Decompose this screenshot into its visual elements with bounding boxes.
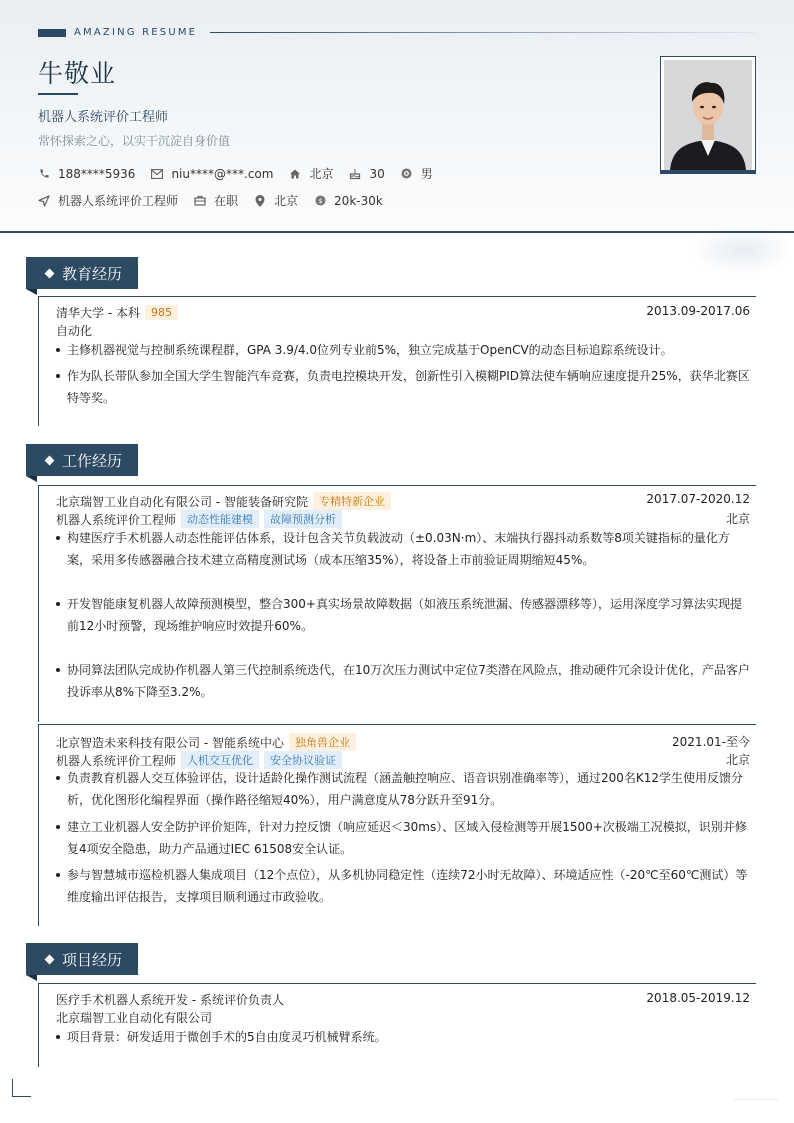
location-icon <box>254 195 266 207</box>
bullet-text: 协同算法团队完成协作机器人第三代控制系统迭代，在10万次压力测试中定位7类潜在风险点，推动硬件冗余设计优化，产品客户投诉率从8%下降至3.2%。 <box>67 663 750 699</box>
section-header-work <box>26 444 138 476</box>
list-item <box>56 593 750 637</box>
work-location: 北京 <box>725 753 750 767</box>
money-icon <box>314 195 326 207</box>
company-tag: 独角兽企业 <box>289 733 356 751</box>
list-item <box>56 339 750 361</box>
school-name: 清华大学 - 本科 <box>56 306 140 320</box>
list-item <box>56 816 750 860</box>
target-city-info <box>254 192 298 209</box>
skill-tag: 动态性能建模 <box>181 510 259 528</box>
target-role-text: 机器人系统评价工程师 <box>58 194 179 208</box>
page-corner-rule <box>734 1099 778 1100</box>
role-name: 机器人系统评价工程师 <box>56 754 177 768</box>
work-location: 北京 <box>725 512 750 526</box>
list-item <box>56 767 750 811</box>
phone-icon <box>38 168 50 180</box>
skill-tag: 安全协议验证 <box>264 751 342 769</box>
send-icon <box>38 195 50 207</box>
email-text: niu****@***.com <box>171 166 274 181</box>
bullet-text: 负责教育机器人交互体验评估，设计适龄化操作测试流程（涵盖触控响应、语音识别准确率等），通过200名K12学生使用反馈分析，优化图形化编程界面（操作路径缩短40%），用户满意度从78分跃升至91分。 <box>67 771 744 807</box>
bullet-text: 构建医疗手术机器人动态性能评估体系，设计包含关节负载波动（±0.03N·m）、末端执行器抖动系数等8项关键指标的量化方案，采用多传感器融合技术建立高精度测试场（成本压缩35%），将设备上市前验证周期缩短45%。 <box>67 531 730 567</box>
bullet-dot <box>56 536 60 540</box>
home-icon <box>289 168 301 180</box>
project-company: 北京瑞智工业自动化有限公司 <box>56 1011 213 1025</box>
header-divider <box>0 231 794 233</box>
bullet-text: 建立工业机器人安全防护评价矩阵，针对力控反馈（响应延迟＜30ms）、区域入侵检测等开展1500+次极端工况模拟，识别并修复4项安全隐患，助力产品通过IEC 61508安全认证。 <box>67 820 747 856</box>
list-item <box>56 1026 750 1048</box>
bullet-text: 开发智能康复机器人故障预测模型，整合300+真实场景故障数据（如液压系统泄漏、传感器漂移等），运用深度学习算法实现提前12小时预警，现场维护响应时效提升60%。 <box>67 597 742 633</box>
bullet-text: 参与智慧城市巡检机器人集成项目（12个点位），从多机协同稳定性（连续72小时无故障）、环境适应性（-20℃至60℃测试）等维度输出评估报告，支撑项目顺利通过市政验收。 <box>67 868 748 904</box>
work-date: 2021.01-至今 <box>672 735 750 749</box>
bullet-text: 项目背景：研发适用于微创手术的5自由度灵巧机械臂系统。 <box>67 1030 387 1044</box>
age-info <box>349 167 384 181</box>
project-date: 2018.05-2019.12 <box>646 991 750 1005</box>
company-tag: 专精特新企业 <box>313 492 391 510</box>
diamond-icon <box>45 268 55 278</box>
target-role-info <box>38 192 178 209</box>
section-title-education: 教育经历 <box>62 264 123 283</box>
phone-info <box>38 167 135 181</box>
gender-text: 男 <box>420 167 433 181</box>
motto: 常怀探索之心，以实干沉淀自身价值 <box>38 134 231 148</box>
list-item <box>56 527 750 571</box>
section-ribbon-fold <box>26 975 37 981</box>
brand-bar <box>38 29 66 37</box>
work-date: 2017.07-2020.12 <box>646 492 750 506</box>
bullet-dot <box>56 1035 60 1039</box>
salary-info <box>314 194 383 208</box>
profile-photo <box>664 60 752 170</box>
company-name: 北京瑞智工业自动化有限公司 - 智能装备研究院 <box>56 495 308 509</box>
email-info <box>151 167 273 181</box>
gender-icon <box>401 168 413 180</box>
bullet-dot <box>56 873 60 877</box>
work-company <box>56 492 391 510</box>
education-major: 自动化 <box>56 324 93 338</box>
briefcase-icon <box>194 195 206 207</box>
bullet-text: 作为队长带队参加全国大学生智能汽车竞赛，负责电控模块开发，创新性引入模糊PID算法使车辆响应速度提升25%，获华北赛区特等奖。 <box>67 369 750 405</box>
bullet-dot <box>56 668 60 672</box>
gender-info <box>401 165 433 182</box>
salary-text: 20k-30k <box>334 193 383 208</box>
cake-icon <box>349 168 361 180</box>
svg-text:$: $ <box>318 196 323 205</box>
section-ribbon-fold <box>26 289 37 295</box>
intention-row <box>38 192 399 209</box>
list-item <box>56 659 750 703</box>
work-company <box>56 733 356 751</box>
role-name: 机器人系统评价工程师 <box>56 513 177 527</box>
section-header-education <box>26 257 138 289</box>
section-ribbon-fold <box>26 476 37 482</box>
phone-text: 188****5936 <box>58 166 136 181</box>
bullet-dot <box>56 776 60 780</box>
diamond-icon <box>45 455 55 465</box>
page-corner-mark <box>12 1079 31 1097</box>
job-title: 机器人系统评价工程师 <box>38 110 169 125</box>
target-city-text: 北京 <box>274 194 299 208</box>
bullet-dot <box>56 348 60 352</box>
photo-underbar <box>660 170 756 174</box>
section-title-work: 工作经历 <box>62 451 123 470</box>
city-info <box>289 165 333 182</box>
project-name: 医疗手术机器人系统开发 - 系统评价负责人 <box>56 993 284 1007</box>
bullet-dot <box>56 825 60 829</box>
diamond-icon <box>45 954 55 964</box>
work-role <box>56 510 342 528</box>
status-info <box>194 192 238 209</box>
contact-row <box>38 165 449 182</box>
status-text: 在职 <box>214 194 239 208</box>
section-title-project: 项目经历 <box>62 950 123 969</box>
list-item <box>56 365 750 409</box>
profile-photo-frame <box>660 56 756 174</box>
company-name: 北京智造未来科技有限公司 - 智能系统中心 <box>56 736 284 750</box>
mail-icon <box>151 168 163 180</box>
brand-text: AMAZING RESUME <box>74 27 198 38</box>
education-date: 2013.09-2017.06 <box>646 304 750 318</box>
skill-tag: 人机交互优化 <box>181 751 259 769</box>
education-school <box>56 304 178 321</box>
city-text: 北京 <box>309 167 334 181</box>
list-item <box>56 864 750 908</box>
bullet-dot <box>56 374 60 378</box>
candidate-name: 牛敬业 <box>38 59 117 88</box>
section-header-project <box>26 943 138 975</box>
bullet-dot <box>56 602 60 606</box>
name-underline <box>38 93 78 95</box>
school-tag: 985 <box>145 305 178 320</box>
skill-tag: 故障预测分析 <box>264 510 342 528</box>
bullet-text: 主修机器视觉与控制系统课程群，GPA 3.9/4.0位列专业前5%，独立完成基于OpenCV的动态目标追踪系统设计。 <box>67 343 673 357</box>
brand-rule <box>210 32 755 33</box>
age-text: 30 <box>369 166 385 181</box>
